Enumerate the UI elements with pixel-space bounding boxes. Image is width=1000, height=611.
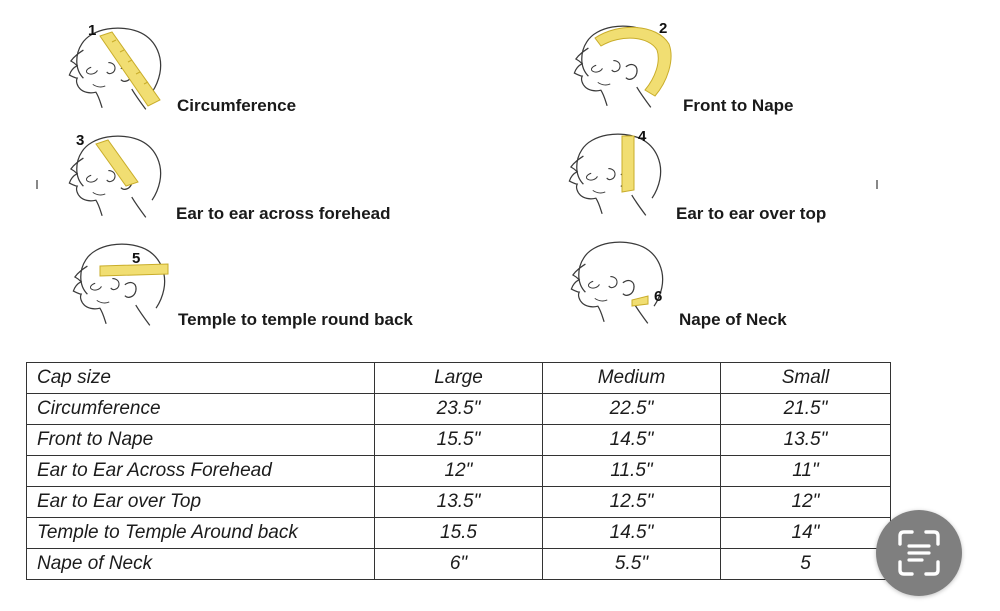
table-cell: 5.5" (543, 549, 721, 580)
measurement-label: Front to Nape (683, 96, 794, 115)
measurement-front-to-nape (565, 20, 865, 120)
table-cell: 23.5" (375, 394, 543, 425)
measurement-label: Circumference (177, 96, 297, 115)
table-cell: Circumference (27, 394, 375, 425)
edge-mark (36, 180, 38, 189)
edge-mark (876, 180, 878, 189)
measurement-number: 2 (659, 20, 668, 37)
table-row (27, 549, 891, 580)
table-cell: 12" (721, 487, 891, 518)
table-cell: 14" (721, 518, 891, 549)
table-cell: 12" (375, 456, 543, 487)
measurement-temple-to-temple (64, 238, 504, 338)
table-cell: 22.5" (543, 394, 721, 425)
measurement-number: 5 (132, 250, 141, 267)
measurement-number: 4 (638, 128, 647, 145)
measurement-number: 3 (76, 132, 85, 149)
table-cell: 14.5" (543, 425, 721, 456)
table-row (27, 518, 891, 549)
table-cell: 13.5" (375, 487, 543, 518)
measurement-nape-of-neck (562, 236, 862, 336)
header-cell: Medium (543, 363, 721, 394)
table-cell: Front to Nape (27, 425, 375, 456)
table-row (27, 456, 891, 487)
cap-size-table (26, 362, 891, 580)
table-cell: Ear to Ear Across Forehead (27, 456, 375, 487)
table-cell: 15.5" (375, 425, 543, 456)
measurement-label: Ear to ear across forehead (176, 204, 391, 223)
table-row (27, 425, 891, 456)
table-cell: 15.5 (375, 518, 543, 549)
measurement-number: 1 (88, 22, 97, 39)
text-scan-icon (876, 510, 962, 596)
measurement-ear-to-ear-forehead (60, 130, 480, 230)
measurement-circumference (60, 22, 350, 122)
table-cell: 14.5" (543, 518, 721, 549)
table-cell: Ear to Ear over Top (27, 487, 375, 518)
text-scan-button[interactable] (876, 510, 962, 596)
measurement-label: Temple to temple round back (178, 310, 413, 329)
header-cell: Small (721, 363, 891, 394)
table-cell: 11.5" (543, 456, 721, 487)
table-row (27, 394, 891, 425)
table-header-row (27, 363, 891, 394)
table-cell: 12.5" (543, 487, 721, 518)
table-cell: 21.5" (721, 394, 891, 425)
table-cell: Temple to Temple Around back (27, 518, 375, 549)
header-cell: Cap size (27, 363, 375, 394)
table-cell: 11" (721, 456, 891, 487)
table-cell: Nape of Neck (27, 549, 375, 580)
table-cell: 13.5" (721, 425, 891, 456)
table-cell: 6" (375, 549, 543, 580)
header-cell: Large (375, 363, 543, 394)
measurement-label: Ear to ear over top (676, 204, 827, 223)
measurement-number: 6 (654, 288, 663, 305)
table-cell: 5 (721, 549, 891, 580)
table-row (27, 487, 891, 518)
measurement-ear-to-ear-over-top (560, 128, 890, 228)
measurement-label: Nape of Neck (679, 310, 787, 329)
